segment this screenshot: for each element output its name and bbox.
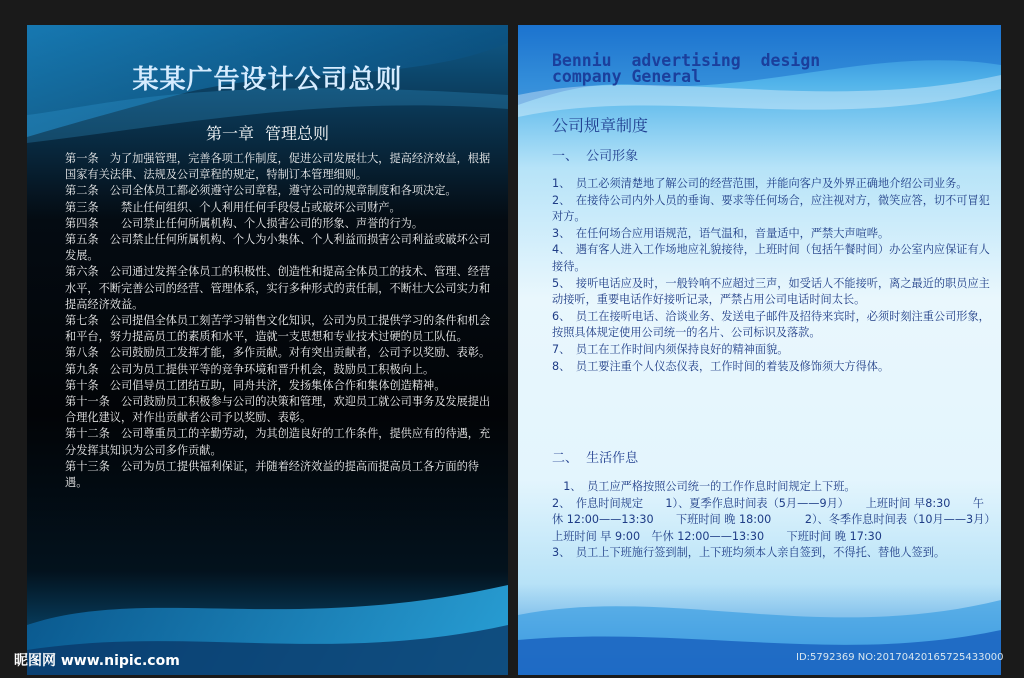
section-image-list	[552, 176, 992, 375]
list-item: 6、 员工在接听电话、洽谈业务、发送电子邮件及招待来宾时，必须时刻注重公司形象，按照具体规定使用公司统一的名片、公司标识及落款。	[552, 309, 990, 340]
article-item: 第十条 公司倡导员工团结互助，同舟共济，发扬集体合作和集体创造精神。	[65, 378, 446, 392]
section-schedule-list	[552, 479, 992, 562]
article-item: 第八条 公司鼓励员工发挥才能，多作贡献。对有突出贡献者，公司予以奖励、表彰。	[65, 346, 491, 360]
section-heading-image: 一、 公司形象	[552, 149, 639, 164]
list-item: 1、 员工必须清楚地了解公司的经营范围，并能向客户及外界正确地介绍公司业务。	[552, 177, 968, 190]
nipic-logo: 昵图网 www.nipic.com	[14, 653, 180, 669]
list-item: 1、 员工应严格按照公司统一的工作作息时间规定上下班。	[552, 480, 856, 493]
article-item: 第五条 公司禁止任何所属机构、个人为小集体、个人利益而损害公司利益或破坏公司发展。	[65, 233, 491, 263]
article-item: 第六条 公司通过发挥全体员工的积极性、创造性和提高全体员工的技术、管理、经营水平，不断完善公司的经营、管理体系，实行多种形式的责任制，不断壮大公司实力和提高经济效益。	[65, 265, 491, 311]
list-item: 8、 员工要注重个人仪态仪表，工作时间的着装及修饰须大方得体。	[552, 359, 890, 373]
article-item: 第一条 为了加强管理，完善各项工作制度，促进公司发展壮大，提高经济效益，根据国家有关法律、法规及公司章程的规定，特制订本管理细则。	[65, 152, 491, 182]
right-page	[518, 25, 1001, 675]
list-item: 5、 接听电话应及时，一般铃响不应超过三声，如受话人不能接听，离之最近的职员应主动接听，重要电话作好接听记录，严禁占用公司电话时间太长。	[552, 276, 990, 307]
list-item: 3、 在任何场合应用语规范，语气温和，音量适中，严禁大声喧哗。	[552, 226, 890, 240]
article-item: 第七条 公司提倡全体员工刻苦学习销售文化知识，公司为员工提供学习的条件和机会和平台，努力提高员工的素质和水平，造就一支思想和专业技术过硬的员工队伍。	[65, 314, 491, 344]
rules-subtitle: 公司规章制度	[552, 116, 649, 135]
article-item: 第三条 禁止任何组织、个人利用任何手段侵占或破坏公司财产。	[65, 200, 401, 214]
left-page	[27, 25, 508, 675]
list-item: 7、 员工在工作时间内须保持良好的精神面貌。	[552, 342, 789, 356]
articles-list	[65, 151, 501, 491]
english-title: Benniu advertising design company General	[552, 51, 821, 86]
article-item: 第四条 公司禁止任何所属机构、个人损害公司的形象、声誉的行为。	[65, 216, 424, 230]
left-title: 某某广告设计公司总则	[132, 65, 403, 95]
section-heading-schedule: 二、 生活作息	[552, 451, 639, 466]
image-id-text: ID:5792369 NO:20170420165725433000	[796, 652, 1004, 663]
article-item: 第十二条 公司尊重员工的辛勤劳动，为其创造良好的工作条件，提供应有的待遇，充分发挥其知识为公司多作贡献。	[65, 427, 491, 457]
article-item: 第十三条 公司为员工提供福利保证，并随着经济效益的提高而提高员工各方面的待遇。	[65, 459, 479, 490]
article-item: 第十一条 公司鼓励员工积极参与公司的决策和管理，欢迎员工就公司事务及发展提出合理化建议，对作出贡献者公司予以奖励、表彰。	[65, 395, 491, 425]
list-item: 3、 员工上下班施行签到制，上下班均须本人亲自签到，不得托、替他人签到。	[552, 546, 946, 560]
list-item: 2、 在接待公司内外人员的垂询、要求等任何场合，应注视对方，微笑应答，切不可冒犯对方。	[552, 193, 990, 224]
list-item: 4、 遇有客人进入工作场地应礼貌接待，上班时间（包括午餐时间）办公室内应保证有人接待。	[552, 243, 990, 273]
article-item: 第二条 公司全体员工都必须遵守公司章程，遵守公司的规章制度和各项决定。	[65, 184, 457, 198]
list-item: 2、 作息时间规定 1）、夏季作息时间表（5月——9月） 上班时间 早8:30 午休 12:00——13:30 下班时间 晚 18:00 2）、冬季作息时间表（10月——3月）上班时间 早 9:00 午休 12:00——13:30 下班时间 晚 17:30	[552, 496, 990, 543]
article-item: 第九条 公司为员工提供平等的竞争环境和晋升机会，鼓励员工积极向上。	[65, 362, 435, 376]
chapter-heading: 第一章 管理总则	[205, 124, 330, 143]
